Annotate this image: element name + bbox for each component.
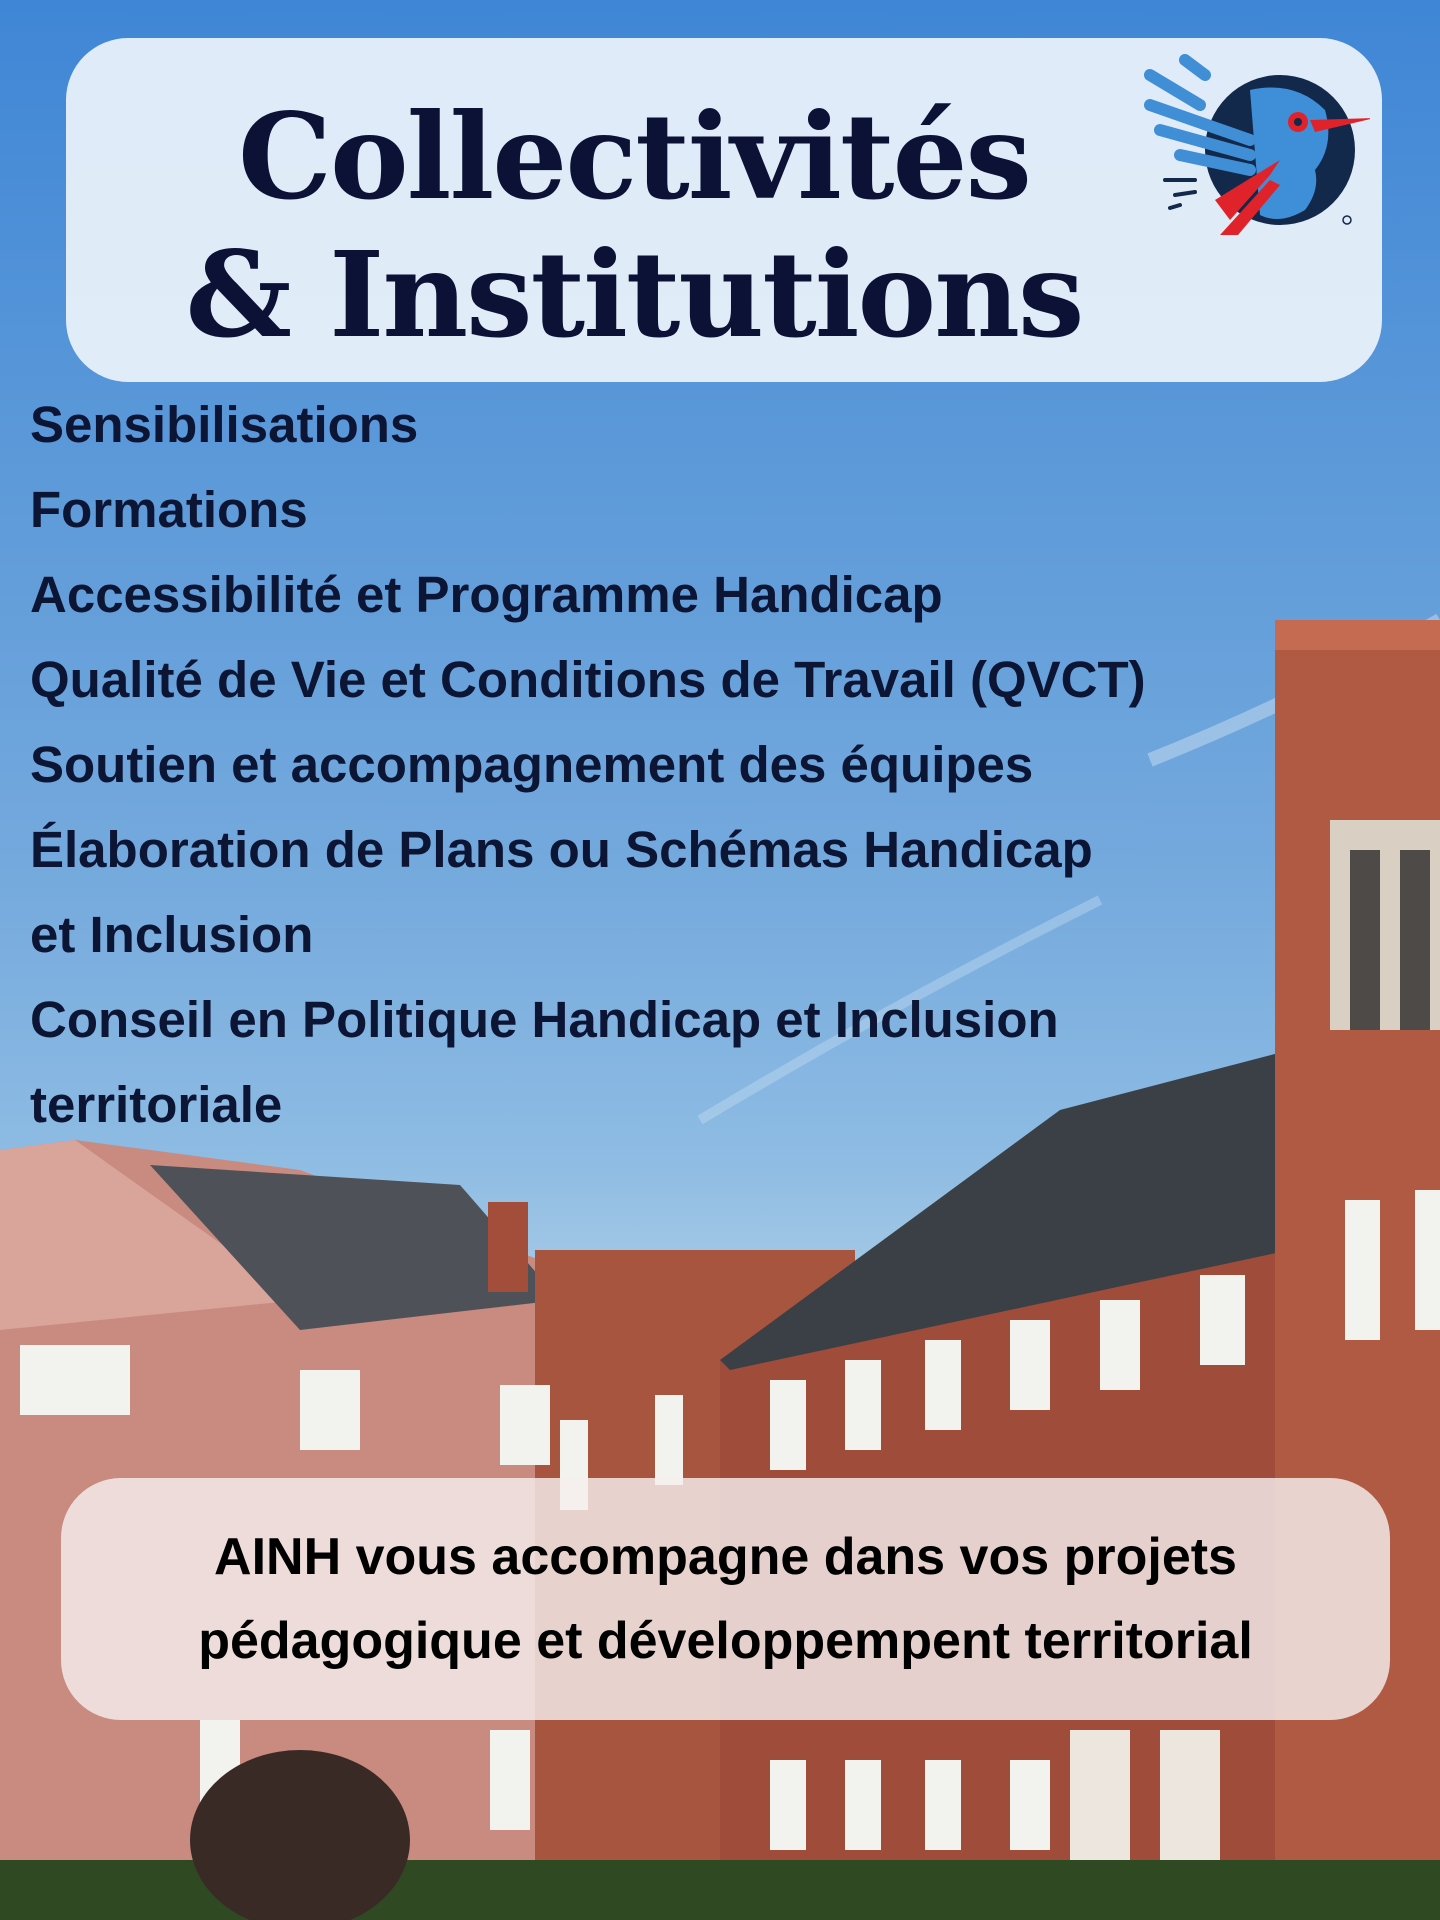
title-line-2: & Institutions [185,225,1083,364]
tagline-line-1: AINH vous accompagne dans vos projets [214,1528,1237,1586]
title-line-1: Collectivités [238,87,1030,226]
services-list [30,382,1146,1147]
service-item: Élaboration de Plans ou Schémas Handicap [30,821,1093,878]
service-item: Conseil en Politique Handicap et Inclusion [30,991,1059,1048]
service-item-continuation: et Inclusion [30,906,314,963]
tagline-banner [61,1478,1390,1720]
service-item-continuation: territoriale [30,1076,283,1133]
service-item: Soutien et accompagnement des équipes [30,736,1034,793]
service-item: Formations [30,481,308,538]
ainh-logo-icon [1120,50,1370,240]
tagline-line-2: pédagogique et développempent territorial [198,1612,1253,1670]
service-item: Accessibilité et Programme Handicap [30,566,943,623]
service-item: Sensibilisations [30,396,419,453]
service-item: Qualité de Vie et Conditions de Travail (QVCT) [30,651,1146,708]
